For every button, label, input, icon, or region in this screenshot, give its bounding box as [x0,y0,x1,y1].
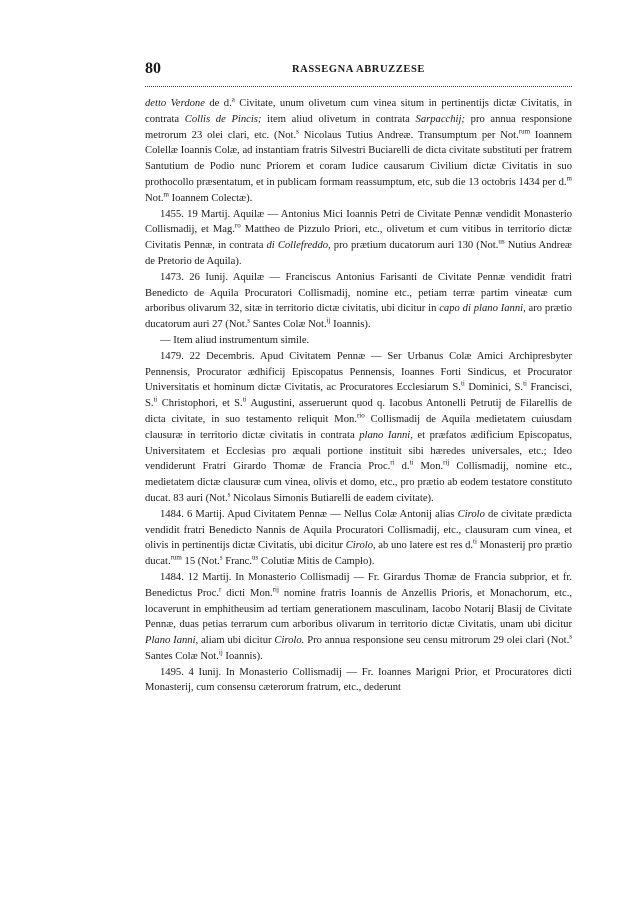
text-run: aliam ubi dicitur [198,635,275,647]
text-run: de civitate prædicta vendidit fratri Benedicto Nannis de Aquila Procuratori Collismadij, etc., clausuram cum vinea, et olivis in pertinentijs dictæ Civitatis, ubi dicitur [145,508,572,552]
italic-text: Cirolo. [274,635,305,647]
italic-text: Collis de Pincis; [184,113,262,125]
text-run: Civitate, unum olivetum cum vinea situm in pertinentijs dictæ Civitatis, in contrata [145,98,572,125]
text-run: Collismadij de Aquila medietatem cuiusdam clausuræ in territorio dictæ civitatis in contrata [145,413,572,441]
italic-text: detto Verdone [145,98,205,109]
text-run: — Item aliud instrumentum simile. [160,334,310,346]
superscript-abbrev: m [163,190,169,199]
superscript-abbrev: rij [272,585,279,594]
superscript-abbrev: r [219,585,222,594]
italic-text: capo di plano Ianni, [439,303,526,315]
page-number: 80 [145,60,161,77]
superscript-abbrev: s [219,553,223,562]
text-run: Monasterij pro prætio ducat. [145,540,572,568]
superscript-abbrev: m [566,174,572,183]
paragraph [145,349,572,507]
text-run: Ioannem Colellæ Ioannis Colæ, ad instantiam fratris Silvestri Buciarelli de dicta civitate substituti per fratrem Santutium de Podio nunc Priorem et coram Iudice causarum Civilium dictæ Civitatis in suo prothocollo præsentatum, et in publicam formam reassumptum, etc, sub die 13 octobris 1434 per d. [145,129,572,188]
text-run: Ioannis). [222,650,263,662]
superscript-abbrev: ti [523,379,527,388]
superscript-abbrev: s [247,316,251,325]
text-run: pro prætium ducatorum auri 130 (Not. [330,240,499,252]
superscript-abbrev: ti [460,379,465,388]
italic-text: plano Ianni, [359,429,413,441]
text-run: Pro annua responsione seu censu mitrorum 29 olei clari (Not. [304,635,570,647]
paragraph [145,207,572,270]
paragraph [145,665,572,697]
superscript-abbrev: ti [473,537,477,546]
text-run: Ioannis). [330,319,371,331]
text-run: item aliud olivetum in contrata [261,113,416,125]
text-run: de d. [204,98,232,109]
superscript-abbrev: us [498,237,505,246]
text-run: Colutiæ Mitis de Campło). [258,556,375,568]
text-run: Collismadij, nomine etc., medietatem dictæ clausuræ cum vinea, olivis et domo, etc., pro prætio ab eodem testatore constituto ducat. 83 auri (Not. [145,461,573,504]
text-run: Christophori, et S. [157,398,243,410]
superscript-abbrev: a [231,95,235,104]
italic-text: Plano Ianni, [145,635,199,647]
text-run: Francisci, S. [145,382,572,410]
page-header [145,60,572,90]
text-run: Nicolaus Simonis Butiarelli de eadem civitate). [230,492,434,504]
italic-text: Sarpacchij; [415,113,465,125]
superscript-abbrev: ij [218,648,223,657]
text-run: et præfatos ædificium Episcopatus, Universitatem et Ecclesias pro æquali portione instituit sibi hæredes universales, etc.; Ideo vendiderunt Fratri Girardo Thomæ de Francia Proc. [145,429,572,473]
body-text [145,96,572,696]
text-run: Mon. [413,461,444,473]
superscript-abbrev: ti [242,395,247,404]
superscript-abbrev: s [569,632,572,641]
text-run: Augustini, asseruerunt quod q. Iacobus Antonelli Petrutij de Filarellis de dicta civitate, in suo testamento reliquit Mon. [145,398,572,425]
text-run: Ioannem Colectæ). [169,192,253,204]
paragraph [145,96,572,207]
text-run: d. [394,461,410,473]
superscript-abbrev: rio [356,411,365,420]
text-run: ab uno latere est res d. [375,540,474,552]
superscript-abbrev: rij [443,458,450,467]
superscript-abbrev: ij [326,316,331,325]
text-run: Not. [145,192,164,204]
superscript-abbrev: ti [153,395,158,404]
text-run: Franc. [222,556,252,568]
italic-text: Cirolo, [345,540,376,552]
italic-text: Cirolo [457,508,485,520]
superscript-abbrev: ti [409,458,414,467]
paragraph [145,270,572,333]
text-run: 15 (Not. [181,556,220,568]
text-run: 1495. 4 Iunij. In Monasterio Collismadij — Fr. Ioannes Marigni Prior, et Procuratores dicti Monasterij, cum consensu cæterorum fratrum, etc., dederunt [145,666,572,694]
text-run: nomine fratris Ioannis de Anzellis Prioris, et Monachorum, etc., locaverunt in emphitheusim ad tertiam generationem masculinam, Iacobo Notarij Blasij de Civitate Pennæ, duas petias terrarum cum arboribus olivarum in territorio dictæ Civitatis, unam ubi dicitur [145,587,572,631]
superscript-abbrev: ro [234,221,241,230]
text-run: Dominici, S. [464,382,524,394]
text-run: Nicolaus Tutius Andreæ. Transumptum per Not. [298,129,519,141]
running-title: RASSEGNA ABRUZZESE [291,64,426,75]
text-run: aro prætio ducatorum auri 27 (Not. [145,303,572,331]
superscript-abbrev: s [227,490,231,499]
text-run: 1484. 6 Martij. Apud Civitatem Pennæ — Nellus Colæ Antonij alias [160,508,458,520]
text-run: 1473. 26 Iunij. Aquilæ — Franciscus Antonius Farisanti de Civitate Pennæ vendidit fratri Benedicto de Aquila Procuratori Collismadij, nomine etc., petiam terræ partim vineatæ cum arboribus olivarum 32, sitæ in territorio dictæ civitatis, ubi dicitur in [145,271,572,315]
paragraph [145,570,572,665]
text-run: 1484. 12 Martij. In Monasterio Collismadij — Fr. Girardus Thomæ de Francia subprior, et fr. Benedictus Proc. [145,571,572,599]
superscript-abbrev: ri [390,458,395,467]
superscript-abbrev: s [296,127,299,136]
text-run: 1479. 22 Decembris. Apud Civitatem Pennæ — Ser Urbanus Colæ Amici Archipresbyter Pennensis, Procurator ædhificij Episcopatus Pennensis, Ioannes Forti Sindicus, et Procurator Universitatis et hominum dictæ Civitatis, ac Procuratores Ecclesiarum S. [145,350,572,394]
text-run: pro annua responsione metrorum 23 olei clari, etc. (Not. [145,113,573,141]
text-run: Nutius Andreæ de Pretorio de Aquila). [145,240,572,267]
text-run: Mattheo de Pizzulo Priori, etc., olivetum et cum vitibus in territorio dictæ Civitatis Pennæ, in contrata [145,224,572,252]
text-run: Santes Colæ Not. [145,650,219,662]
text-run: Santes Colæ Not. [250,319,327,331]
italic-text: di Collefreddo, [266,240,331,252]
text-run: dicti Mon. [221,587,273,599]
text-run: 1455. 19 Martij. Aquilæ — Antonius Mici Ioannis Petri de Civitate Pennæ vendidit Monasterio Collismadij, et Mag. [145,208,572,236]
paragraph [145,507,572,570]
superscript-abbrev: rum [170,553,182,562]
paragraph [145,333,572,349]
superscript-abbrev: us [252,553,259,562]
header-rule [145,86,572,87]
superscript-abbrev: rum [518,127,531,136]
